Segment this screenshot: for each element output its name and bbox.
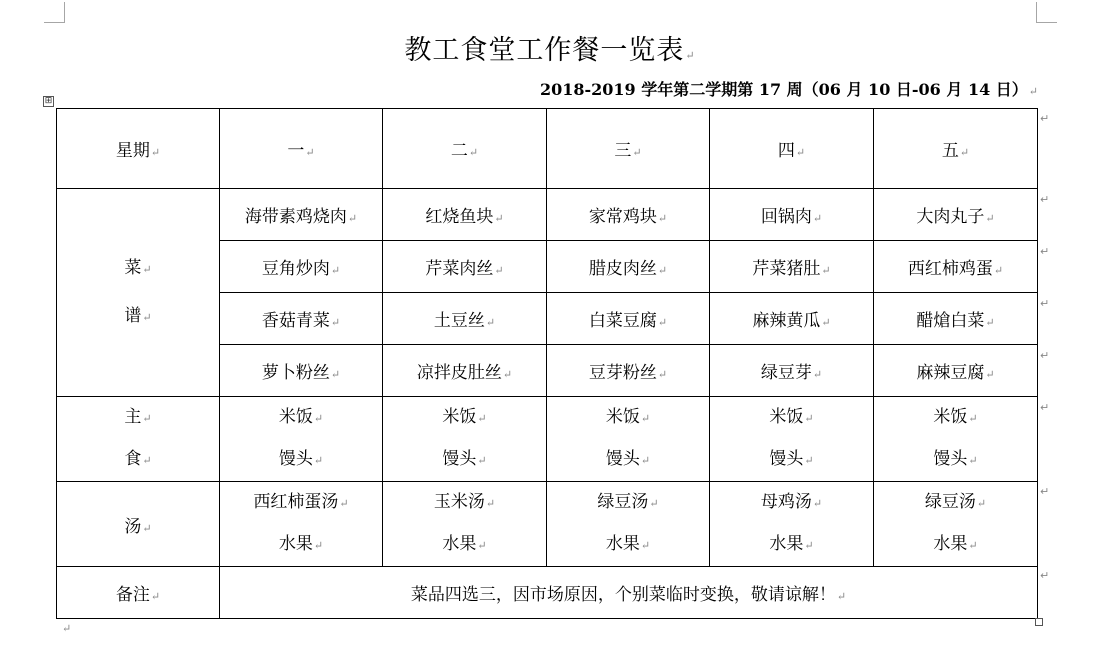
row-end-mark: ↵ [1040, 401, 1050, 414]
soup-cell: 母鸡汤↵ 水果↵ [710, 482, 874, 567]
staple-cell: 米饭↵ 馒头↵ [383, 397, 547, 482]
dish-cell: 回锅肉↵ [710, 189, 874, 241]
dish-cell: 麻辣豆腐↵ [874, 345, 1038, 397]
page-corner-mark-left [44, 2, 65, 23]
dish-cell: 西红柿鸡蛋↵ [874, 241, 1038, 293]
document-end-mark: ↵ [62, 622, 72, 635]
dish-cell: 绿豆芽↵ [710, 345, 874, 397]
dish-cell: 芹菜肉丝↵ [383, 241, 547, 293]
dish-cell: 家常鸡块↵ [547, 189, 710, 241]
dish-cell: 大肉丸子↵ [874, 189, 1038, 241]
staple-cell: 米饭↵ 馒头↵ [547, 397, 710, 482]
row-end-mark: ↵ [1040, 569, 1050, 582]
row-end-mark: ↵ [1040, 112, 1050, 125]
soup-label-cell: 汤↵ [57, 482, 220, 567]
row-end-mark: ↵ [1040, 485, 1050, 498]
weekday-cell: 二↵ [383, 109, 547, 189]
row-end-mark: ↵ [1040, 245, 1050, 258]
page-corner-mark-right [1036, 2, 1057, 23]
soup-cell: 西红柿蛋汤↵ 水果↵ [220, 482, 383, 567]
header-row [57, 109, 1038, 189]
staple-label-cell: 主↵ 食↵ [57, 397, 220, 482]
staple-cell: 米饭↵ 馒头↵ [710, 397, 874, 482]
staple-row [57, 397, 1038, 482]
dish-cell: 凉拌皮肚丝↵ [383, 345, 547, 397]
dish-cell: 豆角炒肉↵ [220, 241, 383, 293]
weekday-cell: 五↵ [874, 109, 1038, 189]
remarks-row [57, 567, 1038, 619]
weekday-cell: 三↵ [547, 109, 710, 189]
menu-table [56, 108, 1038, 619]
dish-cell: 豆芽粉丝↵ [547, 345, 710, 397]
dish-cell: 香菇青菜↵ [220, 293, 383, 345]
soup-cell: 玉米汤↵ 水果↵ [383, 482, 547, 567]
table-move-handle-icon[interactable]: ⊞ [44, 96, 53, 106]
dish-cell: 醋熗白菜↵ [874, 293, 1038, 345]
dish-cell: 白菜豆腐↵ [547, 293, 710, 345]
document-title: 教工食堂工作餐一览表↵ [404, 35, 696, 66]
remarks-label-cell: 备注↵ [57, 567, 220, 619]
dish-cell: 麻辣黄瓜↵ [710, 293, 874, 345]
weekday-label-cell: 星期↵ [57, 109, 220, 189]
document-subtitle: 2018-2019 学年第二学期第 17 周（06 月 10 日-06 月 14 日）↵ [539, 80, 1038, 99]
dish-cell: 海带素鸡烧肉↵ [220, 189, 383, 241]
staple-cell: 米饭↵ 馒头↵ [220, 397, 383, 482]
weekday-cell: 四↵ [710, 109, 874, 189]
table-resize-handle[interactable] [1035, 618, 1043, 626]
soup-cell: 绿豆汤↵ 水果↵ [874, 482, 1038, 567]
row-end-mark: ↵ [1040, 193, 1050, 206]
menu-label-cell: 菜↵ 谱↵ [57, 189, 220, 397]
dish-cell: 芹菜猪肚↵ [710, 241, 874, 293]
remarks-text-cell: 菜品四选三，因市场原因，个别菜临时变换，敬请谅解！↵ [220, 567, 1038, 619]
dish-cell: 萝卜粉丝↵ [220, 345, 383, 397]
soup-cell: 绿豆汤↵ 水果↵ [547, 482, 710, 567]
weekday-cell: 一↵ [220, 109, 383, 189]
staple-cell: 米饭↵ 馒头↵ [874, 397, 1038, 482]
dish-cell: 土豆丝↵ [383, 293, 547, 345]
row-end-mark: ↵ [1040, 349, 1050, 362]
dish-cell: 腊皮肉丝↵ [547, 241, 710, 293]
menu-row [57, 189, 1038, 241]
dish-cell: 红烧鱼块↵ [383, 189, 547, 241]
row-end-mark: ↵ [1040, 297, 1050, 310]
soup-row [57, 482, 1038, 567]
